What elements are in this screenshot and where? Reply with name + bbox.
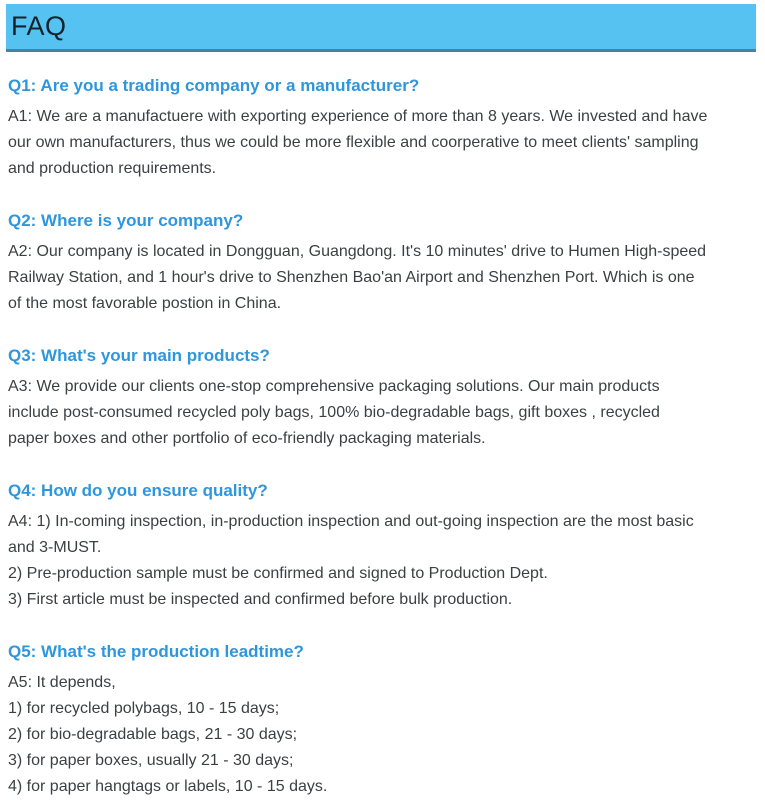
answer-line: include post-consumed recycled poly bags, 100% bio-degradable bags, gift boxes , recycled xyxy=(8,404,660,421)
answer-line: A2: Our company is located in Dongguan, Guangdong. It's 10 minutes' drive to Humen High-speed xyxy=(8,243,707,260)
faq-section-q2 xyxy=(8,211,757,317)
question-heading: Q2: Where is your company? xyxy=(8,211,244,230)
answer-line: and production requirements. xyxy=(8,160,217,177)
question-heading: Q5: What's the production leadtime? xyxy=(8,642,304,661)
answer-line: A1: We are a manufactuere with exporting experience of more than 8 years. We invested and have xyxy=(8,108,708,125)
faq-section-q4 xyxy=(8,481,757,613)
answer-line: Railway Station, and 1 hour's drive to Shenzhen Bao'an Airport and Shenzhen Port. Which is one xyxy=(8,269,695,286)
answer-line: 3) for paper boxes, usually 21 - 30 days; xyxy=(8,752,294,769)
answer-line: 1) for recycled polybags, 10 - 15 days; xyxy=(8,700,280,717)
answer-line: 3) First article must be inspected and confirmed before bulk production. xyxy=(8,591,513,608)
answer-line: A5: It depends, xyxy=(8,674,116,691)
answer-line: A3: We provide our clients one-stop comprehensive packaging solutions. Our main products xyxy=(8,378,660,395)
question-heading: Q3: What's your main products? xyxy=(8,346,270,365)
faq-section-q1 xyxy=(8,76,757,182)
question-heading: Q4: How do you ensure quality? xyxy=(8,481,268,500)
page-title: FAQ xyxy=(11,11,67,41)
answer-line: A4: 1) In-coming inspection, in-production inspection and out-going inspection are the most basic xyxy=(8,513,694,530)
answer-line: 2) for bio-degradable bags, 21 - 30 days; xyxy=(8,726,298,743)
answer-line: and 3-MUST. xyxy=(8,539,102,556)
answer-line: 4) for paper hangtags or labels, 10 - 15 days. xyxy=(8,778,328,795)
faq-page xyxy=(0,4,765,795)
answer-line: of the most favorable postion in China. xyxy=(8,295,282,312)
faq-section-q3 xyxy=(8,346,757,452)
answer-line: our own manufacturers, thus we could be more flexible and coorperative to meet clients' sampling xyxy=(8,134,699,151)
answer-line: paper boxes and other portfolio of eco-friendly packaging materials. xyxy=(8,430,486,447)
answer-line: 2) Pre-production sample must be confirmed and signed to Production Dept. xyxy=(8,565,548,582)
faq-content xyxy=(0,76,765,800)
question-heading: Q1: Are you a trading company or a manufacturer? xyxy=(8,76,420,95)
faq-header-bar xyxy=(6,4,756,52)
faq-section-q5 xyxy=(8,642,757,800)
